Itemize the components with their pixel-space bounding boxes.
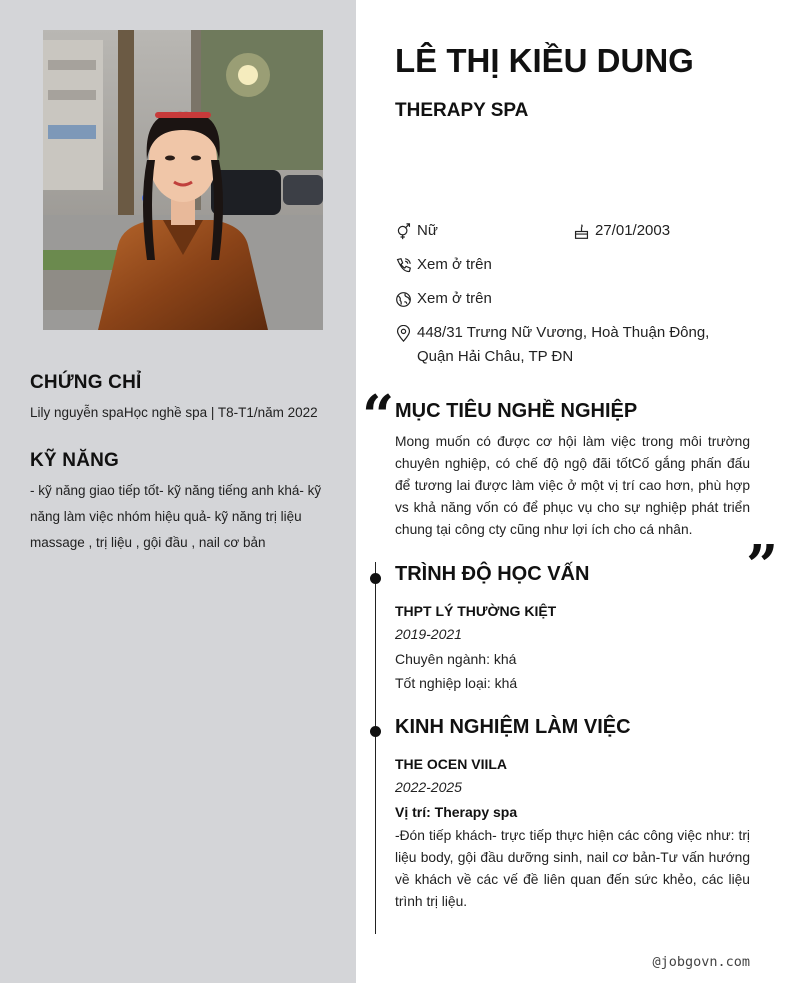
- education-major: Chuyên ngành: khá: [395, 651, 517, 667]
- education-years: 2019-2021: [395, 626, 462, 642]
- experience-role: Vị trí: Therapy spa: [395, 804, 518, 820]
- main-content: [356, 0, 790, 983]
- info-website: [395, 287, 492, 311]
- info-phone: [395, 253, 492, 277]
- sidebar: [0, 0, 356, 983]
- skills-title: KỸ NĂNG: [30, 450, 120, 471]
- phone-value[interactable]: Xem ở trên: [417, 256, 492, 273]
- education-dot: [370, 573, 381, 584]
- profile-photo: [43, 30, 323, 330]
- skills-section: [30, 450, 322, 556]
- address-line-2: Quận Hải Châu, TP ĐN: [417, 348, 574, 365]
- certificates-title: CHỨNG CHỈ: [30, 372, 142, 393]
- birthday-cake-icon: [573, 219, 595, 243]
- info-address: [395, 321, 709, 369]
- info-gender: [395, 219, 438, 243]
- objective-title: MỤC TIÊU NGHỀ NGHIỆP: [395, 400, 638, 422]
- certificates-text: Lily nguyễn spaHọc nghề spa | T8-T1/năm 2022: [30, 405, 318, 420]
- education-title: TRÌNH ĐỘ HỌC VẤN: [395, 563, 590, 585]
- profile-name: LÊ THỊ KIỀU DUNG: [395, 42, 694, 79]
- footer-watermark: @jobgovn.com: [652, 954, 750, 970]
- experience-title: KINH NGHIỆM LÀM VIỆC: [395, 716, 631, 738]
- location-pin-icon: [395, 321, 417, 345]
- experience-dot: [370, 726, 381, 737]
- close-quote-icon: ”: [746, 533, 779, 599]
- gender-value: Nữ: [417, 222, 438, 239]
- gender-icon: [395, 219, 417, 243]
- experience-description: -Đón tiếp khách- trực tiếp thực hiện các công việc như: trị liệu body, gội đầu dưỡng sinh, nail cơ bản-Tư vấn hướng về khách về các vế đề liên quan đến sức khẻo, các liệu trình trị liệu.: [395, 828, 750, 909]
- experience-years: 2022-2025: [395, 779, 462, 795]
- globe-icon: [395, 287, 417, 311]
- objective-text: Mong muốn có được cơ hội làm việc trong môi trường chuyên nghiệp, có chế độ ngộ đãi tốtCố gắng phấn đấu để tương lai được làm việc ở một vị trí cao hơn, phù hợp vs khả năng vốn có để phục vụ cho sự nghiệp phát triển chung tại công cty cũng như lợi ích cho cá nhân.: [395, 434, 750, 537]
- address-line-1: 448/31 Trưng Nữ Vương, Hoà Thuận Đông,: [417, 324, 710, 341]
- experience-company: THE OCEN VIILA: [395, 756, 508, 772]
- open-quote-icon: “: [362, 383, 395, 449]
- profile-position: THERAPY SPA: [395, 100, 529, 121]
- info-birthday: [573, 219, 670, 243]
- birthday-value: 27/01/2003: [595, 222, 671, 239]
- timeline-line: [375, 562, 376, 934]
- certificates-section: [30, 372, 330, 426]
- website-value[interactable]: Xem ở trên: [417, 290, 492, 307]
- phone-icon: [395, 253, 417, 277]
- education-school: THPT LÝ THƯỜNG KIỆT: [395, 603, 557, 619]
- education-grade: Tốt nghiệp loại: khá: [395, 675, 518, 691]
- skills-text: - kỹ năng giao tiếp tốt- kỹ năng tiếng anh khá- kỹ năng làm việc nhóm hiệu quả- kỹ năng trị liệu massage , trị liệu , gội đầu , nail cơ bản: [30, 483, 322, 550]
